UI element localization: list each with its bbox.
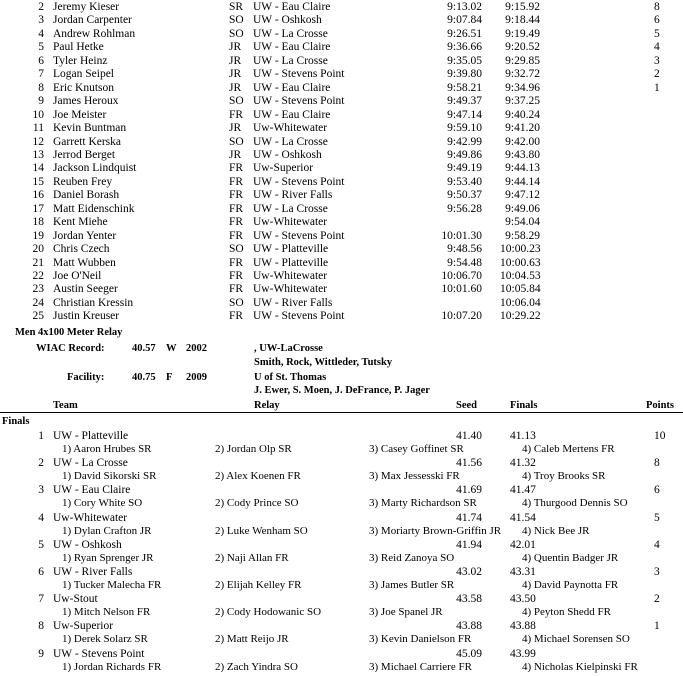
finals-time: 9:40.24 xyxy=(505,108,540,121)
relay-swimmer: 2) Jordan Olp SR xyxy=(215,443,292,455)
team-name: Uw-Whitewater xyxy=(253,283,328,296)
facility-flag: F xyxy=(166,372,173,383)
finals-time: 9:37.25 xyxy=(505,95,540,108)
relay-title: Men 4x100 Meter Relay xyxy=(15,327,123,338)
class-year: JR xyxy=(229,68,242,81)
result-row xyxy=(0,216,683,229)
class-year: SR xyxy=(229,1,244,13)
relay-team-row xyxy=(0,457,683,470)
class-year: FR xyxy=(229,283,244,296)
relay-points: 5 xyxy=(654,511,660,524)
result-row xyxy=(0,1,683,14)
relay-swimmer: 4) Thurgood Dennis SO xyxy=(522,497,628,510)
swimmer-name: Chris Czech xyxy=(53,243,110,256)
relay-place: 3 xyxy=(38,484,44,497)
class-year: FR xyxy=(229,216,244,229)
relay-swimmers-row xyxy=(0,633,683,646)
team-name: UW - Oshkosh xyxy=(253,148,322,161)
relay-finals: 43.99 xyxy=(510,647,536,660)
class-year: FR xyxy=(229,229,244,242)
place: 12 xyxy=(32,135,44,148)
relay-team-name: Uw-Stout xyxy=(53,593,98,606)
seed-time: 9:50.37 xyxy=(447,189,482,202)
relay-team-row xyxy=(0,593,683,606)
swimmer-name: Matt Wubben xyxy=(53,256,116,269)
finals-time: 9:44.13 xyxy=(505,162,540,175)
swimmer-name: Kent Miehe xyxy=(53,216,108,229)
place: 14 xyxy=(32,162,44,175)
relay-team-row xyxy=(0,620,683,633)
seed-time: 9:59.10 xyxy=(447,122,482,135)
finals-time: 9:49.06 xyxy=(505,202,540,215)
class-year: FR xyxy=(229,310,244,323)
relay-seed: 41.69 xyxy=(456,484,482,497)
class-year: FR xyxy=(229,270,244,282)
place: 4 xyxy=(38,27,44,40)
class-year: JR xyxy=(229,54,242,67)
result-row xyxy=(0,68,683,81)
swimmer-name: Jerrod Berget xyxy=(53,148,116,161)
finals-time: 9:32.72 xyxy=(505,68,540,81)
result-row xyxy=(0,297,683,310)
relay-seed: 45.09 xyxy=(456,647,482,660)
class-year: SO xyxy=(229,27,244,40)
relay-swimmer: 2) Naji Allan FR xyxy=(215,551,289,564)
seed-time: 9:36.66 xyxy=(447,41,482,54)
swimmer-name: Garrett Kerska xyxy=(53,135,122,148)
swimmer-name: Joe Meister xyxy=(53,108,107,121)
team-name: Uw-Whitewater xyxy=(253,216,328,229)
place: 24 xyxy=(32,296,44,309)
team-name: UW - Eau Claire xyxy=(253,81,331,94)
wiac-flag: W xyxy=(166,343,177,354)
relay-swimmers-row xyxy=(0,606,683,619)
swimmer-name: Reuben Frey xyxy=(53,175,113,188)
seed-time: 10:01.30 xyxy=(441,229,482,242)
relay-team-name: UW - Platteville xyxy=(53,430,129,442)
class-year: SO xyxy=(229,95,244,108)
relay-place: 2 xyxy=(38,457,44,470)
team-name: UW - River Falls xyxy=(253,189,333,202)
relay-swimmer: 4) Troy Brooks SR xyxy=(522,470,606,483)
team-name: Uw-Whitewater xyxy=(253,122,328,135)
place: 20 xyxy=(32,243,44,256)
seed-time: 9:49.37 xyxy=(447,95,482,108)
relay-swimmer: 3) Joe Spanel JR xyxy=(369,606,443,619)
relay-swimmers-row xyxy=(0,661,683,674)
swimmer-name: Kevin Buntman xyxy=(53,122,127,135)
relay-points: 2 xyxy=(654,593,660,606)
place: 5 xyxy=(38,41,44,54)
seed-time: 9:42.99 xyxy=(447,135,482,148)
team-name: Uw-Superior xyxy=(253,162,314,175)
seed-time: 9:54.48 xyxy=(447,256,482,269)
result-row xyxy=(0,95,683,108)
relay-swimmer: 1) Dylan Crafton JR xyxy=(62,524,152,537)
relay-team-row xyxy=(0,430,683,443)
swimmer-name: Eric Knutson xyxy=(53,81,115,94)
swimmer-name: Jordan Yenter xyxy=(53,229,117,242)
relay-seed: 43.02 xyxy=(456,566,482,578)
place: 7 xyxy=(38,68,44,81)
swimmer-name: Jordan Carpenter xyxy=(53,14,132,27)
relay-swimmer: 3) Marty Richardson SR xyxy=(369,497,477,510)
points: 8 xyxy=(654,1,660,13)
result-row xyxy=(0,28,683,41)
place: 22 xyxy=(32,270,44,282)
seed-time: 9:35.05 xyxy=(447,54,482,67)
relay-swimmer: 2) Matt Reijo JR xyxy=(215,633,289,646)
seed-time: 9:07.84 xyxy=(447,14,482,27)
relay-team-row xyxy=(0,566,683,579)
points: 6 xyxy=(654,14,660,27)
finals-time: 10:06.04 xyxy=(500,296,541,309)
relay-team-row xyxy=(0,539,683,552)
class-year: JR xyxy=(229,81,242,94)
wiac-swimmers: Smith, Rock, Wittleder, Tutsky xyxy=(254,357,393,368)
relay-finals: 43.50 xyxy=(510,593,536,606)
relay-team-row xyxy=(0,512,683,525)
result-row xyxy=(0,257,683,270)
finals-time: 9:19.49 xyxy=(505,27,540,40)
result-row xyxy=(0,122,683,135)
relay-swimmer: 1) Cory White SO xyxy=(62,497,143,510)
facility-time: 40.75 xyxy=(132,372,156,383)
seed-time: 9:58.21 xyxy=(447,81,482,94)
finals-time: 9:15.92 xyxy=(505,1,540,13)
relay-finals: 43.31 xyxy=(510,566,536,578)
finals-time: 9:43.80 xyxy=(505,148,540,161)
place: 17 xyxy=(32,202,44,215)
place: 11 xyxy=(32,122,44,135)
finals-time: 9:54.04 xyxy=(505,216,540,229)
col-finals-header: Finals xyxy=(510,400,538,411)
class-year: FR xyxy=(229,108,244,121)
relay-swimmer: 4) Peyton Shedd FR xyxy=(522,606,611,619)
result-row xyxy=(0,310,683,323)
relay-team-name: UW - Eau Claire xyxy=(53,484,131,497)
relay-team-row xyxy=(0,484,683,497)
swimmer-name: James Heroux xyxy=(53,95,119,108)
team-name: UW - La Crosse xyxy=(253,27,328,40)
swimmer-name: Daniel Borash xyxy=(53,189,120,202)
class-year: JR xyxy=(229,41,242,54)
result-row xyxy=(0,162,683,175)
relay-swimmer: 2) Zach Yindra SO xyxy=(215,660,298,673)
place: 6 xyxy=(38,54,44,67)
team-name: UW - River Falls xyxy=(253,296,333,309)
finals-time: 9:41.20 xyxy=(505,122,540,135)
result-row xyxy=(0,243,683,256)
class-year: SO xyxy=(229,14,244,27)
relay-swimmers-row xyxy=(0,470,683,483)
relay-swimmers-row xyxy=(0,525,683,538)
result-row xyxy=(0,41,683,54)
relay-swimmer: 1) Tucker Malecha FR xyxy=(62,579,162,591)
seed-time: 9:56.28 xyxy=(447,202,482,215)
finals-label: Finals xyxy=(2,416,30,427)
result-row xyxy=(0,283,683,296)
finals-time: 9:20.52 xyxy=(505,41,540,54)
relay-seed: 41.56 xyxy=(456,457,482,470)
relay-swimmer: 1) David Sikorski SR xyxy=(62,470,157,483)
swimmer-name: Andrew Rohlman xyxy=(53,27,136,40)
finals-time: 9:47.12 xyxy=(505,189,540,202)
class-year: JR xyxy=(229,122,242,135)
relay-place: 4 xyxy=(38,511,44,524)
relay-swimmer: 3) Reid Zanoya SO xyxy=(369,551,455,564)
relay-swimmer: 1) Mitch Nelson FR xyxy=(62,606,151,619)
relay-swimmer: 2) Cody Prince SO xyxy=(215,497,299,510)
relay-points: 4 xyxy=(654,538,660,551)
seed-time: 10:07.20 xyxy=(441,310,482,323)
col-team-header: Team xyxy=(53,400,78,411)
relay-team-name: UW - La Crosse xyxy=(53,457,128,470)
result-row xyxy=(0,14,683,27)
relay-place: 5 xyxy=(38,538,44,551)
team-name: UW - Stevens Point xyxy=(253,68,345,81)
seed-time: 10:01.60 xyxy=(441,283,482,296)
class-year: FR xyxy=(229,189,244,202)
relay-finals: 41.13 xyxy=(510,430,536,442)
place: 25 xyxy=(32,310,44,323)
team-name: UW - Eau Claire xyxy=(253,108,331,121)
team-name: UW - La Crosse xyxy=(253,202,328,215)
team-name: UW - Platteville xyxy=(253,256,329,269)
finals-time: 9:44.14 xyxy=(505,175,540,188)
wiac-time: 40.57 xyxy=(132,343,156,354)
swimmer-name: Tyler Heinz xyxy=(53,54,108,67)
col-points-header: Points xyxy=(646,400,675,411)
finals-time: 9:29.85 xyxy=(505,54,540,67)
class-year: SO xyxy=(229,243,244,256)
relay-seed: 41.94 xyxy=(456,538,482,551)
finals-time: 10:00.63 xyxy=(500,256,541,269)
relay-swimmer: 4) Michael Sorensen SO xyxy=(522,633,630,646)
points: 2 xyxy=(654,68,660,81)
finals-time: 10:29.22 xyxy=(500,310,541,323)
swimmer-name: Matt Eidenschink xyxy=(53,202,135,215)
finals-time: 9:58.29 xyxy=(505,229,540,242)
points: 5 xyxy=(654,27,660,40)
relay-points: 1 xyxy=(654,620,660,633)
class-year: FR xyxy=(229,256,244,269)
team-name: UW - Stevens Point xyxy=(253,95,345,108)
relay-swimmer: 4) Caleb Mertens FR xyxy=(522,443,615,455)
relay-swimmer: 2) Alex Koenen FR xyxy=(215,470,301,483)
relay-seed: 41.40 xyxy=(456,430,482,442)
relay-swimmer: 1) Derek Solarz SR xyxy=(62,633,148,646)
swimmer-name: Austin Seeger xyxy=(53,283,118,296)
relay-swimmer: 3) Michael Carriere FR xyxy=(369,660,472,673)
relay-swimmer: 4) Nick Bee JR xyxy=(522,524,590,537)
team-name: UW - Oshkosh xyxy=(253,14,322,27)
result-row xyxy=(0,176,683,189)
team-name: UW - Platteville xyxy=(253,243,329,256)
swimmer-name: Logan Seipel xyxy=(53,68,114,81)
wiac-year: 2002 xyxy=(186,343,207,354)
class-year: FR xyxy=(229,175,244,188)
result-row xyxy=(0,109,683,122)
facility-year: 2009 xyxy=(186,372,207,383)
relay-place: 9 xyxy=(38,647,44,660)
relay-team-name: UW - Stevens Point xyxy=(53,647,145,660)
team-name: UW - Eau Claire xyxy=(253,41,331,54)
relay-points: 10 xyxy=(654,430,666,442)
team-name: UW - Stevens Point xyxy=(253,310,345,323)
result-row xyxy=(0,270,683,283)
relay-swimmer: 3) James Butler SR xyxy=(369,579,455,591)
relay-swimmer: 4) David Paynotta FR xyxy=(522,579,619,591)
seed-time: 9:26.51 xyxy=(447,27,482,40)
team-name: UW - Eau Claire xyxy=(253,1,331,13)
header-divider xyxy=(0,412,683,413)
swimmer-name: Christian Kressin xyxy=(53,296,134,309)
relay-swimmer: 4) Quentin Badger JR xyxy=(522,551,619,564)
relay-swimmers-row xyxy=(0,579,683,592)
place: 10 xyxy=(32,108,44,121)
relay-place: 6 xyxy=(38,566,44,578)
finals-time: 10:04.53 xyxy=(500,270,541,282)
relay-swimmer: 3) Moriarty Brown-Griffin JR xyxy=(369,524,502,537)
col-relay-header: Relay xyxy=(254,400,280,411)
seed-time: 9:48.56 xyxy=(447,243,482,256)
place: 3 xyxy=(38,14,44,27)
facility-team: U of St. Thomas xyxy=(254,372,327,383)
relay-team-row xyxy=(0,648,683,661)
relay-seed: 43.58 xyxy=(456,593,482,606)
team-name: UW - La Crosse xyxy=(253,54,328,67)
class-year: JR xyxy=(229,148,242,161)
relay-place: 8 xyxy=(38,620,44,633)
swimmer-name: Justin Kreuser xyxy=(53,310,120,323)
relay-place: 7 xyxy=(38,593,44,606)
seed-time: 9:49.19 xyxy=(447,162,482,175)
relay-swimmer: 3) Max Jessesski FR xyxy=(369,470,460,483)
swimmer-name: Joe O'Neil xyxy=(53,270,102,282)
relay-swimmer: 1) Ryan Sprenger JR xyxy=(62,551,154,564)
col-seed-header: Seed xyxy=(456,400,477,411)
team-name: Uw-Whitewater xyxy=(253,270,328,282)
finals-time: 9:34.96 xyxy=(505,81,540,94)
swimmer-name: Paul Hetke xyxy=(53,41,104,54)
result-row xyxy=(0,82,683,95)
finals-time: 10:05.84 xyxy=(500,283,541,296)
result-row xyxy=(0,136,683,149)
result-row xyxy=(0,203,683,216)
place: 15 xyxy=(32,175,44,188)
relay-seed: 43.88 xyxy=(456,620,482,633)
facility-label: Facility: xyxy=(67,372,105,383)
class-year: SO xyxy=(229,296,244,309)
relay-finals: 41.32 xyxy=(510,457,536,470)
relay-points: 6 xyxy=(654,484,660,497)
place: 9 xyxy=(38,95,44,108)
relay-swimmer: 1) Jordan Richards FR xyxy=(62,660,162,673)
relay-swimmer: 1) Aaron Hrubes SR xyxy=(62,443,152,455)
relay-swimmer: 2) Cody Hodowanic SO xyxy=(215,606,322,619)
result-row xyxy=(0,149,683,162)
seed-time: 9:13.02 xyxy=(447,1,482,13)
place: 2 xyxy=(38,1,44,13)
relay-finals: 43.88 xyxy=(510,620,536,633)
team-name: UW - La Crosse xyxy=(253,135,328,148)
team-name: UW - Stevens Point xyxy=(253,229,345,242)
relay-finals: 41.54 xyxy=(510,511,536,524)
relay-swimmer: 2) Luke Wenham SO xyxy=(215,524,308,537)
seed-time: 9:49.86 xyxy=(447,148,482,161)
wiac-label: WIAC Record: xyxy=(36,343,105,354)
relay-swimmer: 2) Elijah Kelley FR xyxy=(215,579,302,591)
class-year: FR xyxy=(229,162,244,175)
seed-time: 9:39.80 xyxy=(447,68,482,81)
seed-time: 9:47.14 xyxy=(447,108,482,121)
relay-team-name: Uw-Whitewater xyxy=(53,511,128,524)
swimmer-name: Jackson Lindquist xyxy=(53,162,137,175)
place: 13 xyxy=(32,148,44,161)
relay-swimmer: 3) Kevin Danielson FR xyxy=(369,633,472,646)
relay-swimmers-row xyxy=(0,497,683,510)
relay-finals: 41.47 xyxy=(510,484,536,497)
finals-time: 10:00.23 xyxy=(500,243,541,256)
relay-place: 1 xyxy=(38,430,44,442)
points: 1 xyxy=(654,81,660,94)
relay-swimmers-row xyxy=(0,552,683,565)
relay-points: 3 xyxy=(654,566,660,578)
relay-swimmer: 3) Casey Goffinet SR xyxy=(369,443,464,455)
points: 4 xyxy=(654,41,660,54)
wiac-team: , UW-LaCrosse xyxy=(254,343,323,354)
relay-points: 8 xyxy=(654,457,660,470)
place: 8 xyxy=(38,81,44,94)
relay-swimmers-row xyxy=(0,443,683,456)
facility-swimmers: J. Ewer, S. Moen, J. DeFrance, P. Jager xyxy=(254,385,430,396)
seed-time: 10:06.70 xyxy=(441,270,482,282)
result-row xyxy=(0,55,683,68)
result-row xyxy=(0,230,683,243)
relay-seed: 41.74 xyxy=(456,511,482,524)
class-year: SO xyxy=(229,135,244,148)
finals-time: 9:18.44 xyxy=(505,14,540,27)
place: 18 xyxy=(32,216,44,229)
seed-time: 9:53.40 xyxy=(447,175,482,188)
class-year: FR xyxy=(229,202,244,215)
relay-team-name: UW - Oshkosh xyxy=(53,538,122,551)
result-row xyxy=(0,189,683,202)
relay-swimmer: 4) Nicholas Kielpinski FR xyxy=(522,660,638,673)
points: 3 xyxy=(654,54,660,67)
place: 16 xyxy=(32,189,44,202)
relay-team-name: UW - River Falls xyxy=(53,566,133,578)
swimmer-name: Jeremy Kieser xyxy=(53,1,120,13)
place: 19 xyxy=(32,229,44,242)
place: 21 xyxy=(32,256,44,269)
place: 23 xyxy=(32,283,44,296)
relay-finals: 42.01 xyxy=(510,538,536,551)
finals-time: 9:42.00 xyxy=(505,135,540,148)
team-name: UW - Stevens Point xyxy=(253,175,345,188)
relay-team-name: Uw-Superior xyxy=(53,620,114,633)
